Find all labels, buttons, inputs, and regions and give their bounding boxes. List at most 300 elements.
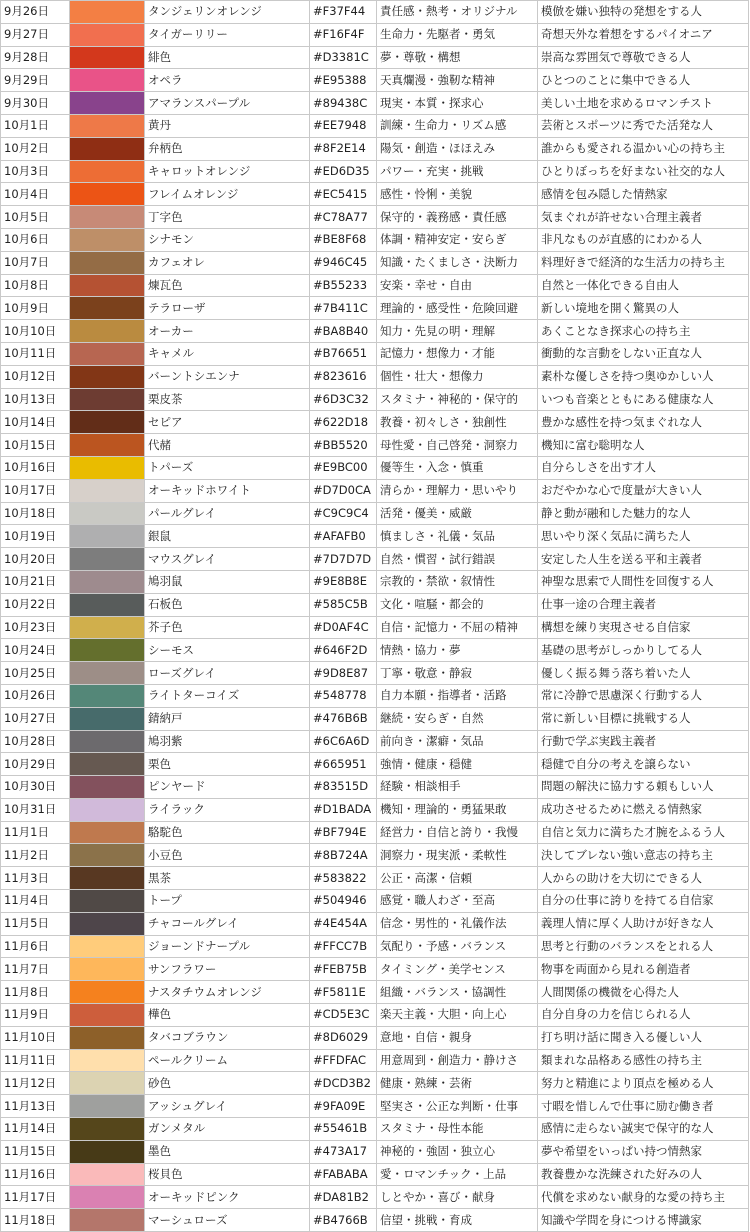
keywords-cell: 前向き・潔癖・気品	[377, 730, 538, 753]
description-cell: 代償を求めない献身的な愛の持ち主	[538, 1186, 749, 1209]
description-cell: 優しく振る舞う落ち着いた人	[538, 662, 749, 685]
color-name-cell: マーシュローズ	[145, 1209, 310, 1232]
date-cell: 10月3日	[1, 160, 70, 183]
date-cell: 10月25日	[1, 662, 70, 685]
color-name-cell: 銀鼠	[145, 525, 310, 548]
color-name-cell: 墨色	[145, 1140, 310, 1163]
table-row	[1, 935, 749, 958]
color-name-cell: タバコブラウン	[145, 1026, 310, 1049]
color-swatch	[70, 1049, 145, 1072]
date-cell: 11月18日	[1, 1209, 70, 1232]
hex-code-cell: #D7D0CA	[310, 479, 377, 502]
hex-code-cell: #FABABA	[310, 1163, 377, 1186]
date-cell: 11月9日	[1, 1004, 70, 1027]
table-row	[1, 69, 749, 92]
color-swatch	[70, 456, 145, 479]
hex-code-cell: #D3381C	[310, 46, 377, 69]
color-name-cell: サンフラワー	[145, 958, 310, 981]
date-cell: 10月29日	[1, 753, 70, 776]
description-cell: 基礎の思考がしっかりしてる人	[538, 639, 749, 662]
keywords-cell: 優等生・入念・慎重	[377, 456, 538, 479]
table-body	[1, 1, 749, 1232]
description-cell: 成功させるために燃える情熱家	[538, 798, 749, 821]
table-row	[1, 821, 749, 844]
hex-code-cell: #CD5E3C	[310, 1004, 377, 1027]
description-cell: 機知に富む聡明な人	[538, 434, 749, 457]
color-swatch	[70, 160, 145, 183]
color-swatch	[70, 798, 145, 821]
keywords-cell: 組織・バランス・協調性	[377, 981, 538, 1004]
table-row	[1, 23, 749, 46]
color-name-cell: ナスタチウムオレンジ	[145, 981, 310, 1004]
hex-code-cell: #C9C9C4	[310, 502, 377, 525]
hex-code-cell: #BA8B40	[310, 320, 377, 343]
keywords-cell: 記憶力・想像力・才能	[377, 342, 538, 365]
color-name-cell: 石板色	[145, 593, 310, 616]
date-cell: 11月14日	[1, 1118, 70, 1141]
keywords-cell: 清らか・理解力・思いやり	[377, 479, 538, 502]
color-swatch	[70, 1072, 145, 1095]
keywords-cell: 丁寧・敬意・静寂	[377, 662, 538, 685]
date-cell: 10月30日	[1, 776, 70, 799]
table-row	[1, 639, 749, 662]
date-cell: 11月1日	[1, 821, 70, 844]
color-name-cell: シナモン	[145, 228, 310, 251]
keywords-cell: 知力・先見の明・理解	[377, 320, 538, 343]
table-row	[1, 114, 749, 137]
color-swatch	[70, 274, 145, 297]
table-row	[1, 776, 749, 799]
color-name-cell: 砂色	[145, 1072, 310, 1095]
color-name-cell: バーントシエンナ	[145, 365, 310, 388]
color-swatch	[70, 548, 145, 571]
color-swatch	[70, 1186, 145, 1209]
hex-code-cell: #504946	[310, 890, 377, 913]
table-row	[1, 342, 749, 365]
date-cell: 11月5日	[1, 912, 70, 935]
color-swatch	[70, 981, 145, 1004]
date-cell: 9月27日	[1, 23, 70, 46]
hex-code-cell: #7D7D7D	[310, 548, 377, 571]
keywords-cell: 知識・たくましさ・決断力	[377, 251, 538, 274]
color-swatch	[70, 23, 145, 46]
date-cell: 11月6日	[1, 935, 70, 958]
keywords-cell: 継続・安らぎ・自然	[377, 707, 538, 730]
date-cell: 11月16日	[1, 1163, 70, 1186]
hex-code-cell: #476B6B	[310, 707, 377, 730]
description-cell: 料理好きで経済的な生活力の持ち主	[538, 251, 749, 274]
keywords-cell: 機知・理論的・勇猛果敢	[377, 798, 538, 821]
description-cell: 非凡なものが直感的にわかる人	[538, 228, 749, 251]
color-name-cell: 鳩羽鼠	[145, 570, 310, 593]
date-cell: 10月6日	[1, 228, 70, 251]
color-name-cell: ペールクリーム	[145, 1049, 310, 1072]
date-cell: 11月7日	[1, 958, 70, 981]
table-row	[1, 137, 749, 160]
color-swatch	[70, 935, 145, 958]
description-cell: 類まれな品格ある感性の持ち主	[538, 1049, 749, 1072]
description-cell: いつも音楽とともにある健康な人	[538, 388, 749, 411]
date-cell: 10月15日	[1, 434, 70, 457]
description-cell: 芸術とスポーツに秀でた活発な人	[538, 114, 749, 137]
color-swatch	[70, 114, 145, 137]
table-row	[1, 92, 749, 115]
date-cell: 11月8日	[1, 981, 70, 1004]
color-name-cell: 弁柄色	[145, 137, 310, 160]
hex-code-cell: #DA81B2	[310, 1186, 377, 1209]
description-cell: ひとつのことに集中できる人	[538, 69, 749, 92]
description-cell: 安定した人生を送る平和主義者	[538, 548, 749, 571]
table-row	[1, 981, 749, 1004]
description-cell: おだやかな心で度量が大きい人	[538, 479, 749, 502]
hex-code-cell: #473A17	[310, 1140, 377, 1163]
color-swatch	[70, 1004, 145, 1027]
table-row	[1, 160, 749, 183]
description-cell: 常に冷静で思慮深く行動する人	[538, 684, 749, 707]
description-cell: 知識や学問を身につける博識家	[538, 1209, 749, 1232]
color-name-cell: 小豆色	[145, 844, 310, 867]
hex-code-cell: #FFCC7B	[310, 935, 377, 958]
keywords-cell: 感覚・職人わざ・至高	[377, 890, 538, 913]
hex-code-cell: #EE7948	[310, 114, 377, 137]
keywords-cell: 文化・喧騒・都会的	[377, 593, 538, 616]
date-cell: 10月23日	[1, 616, 70, 639]
color-name-cell: 丁字色	[145, 206, 310, 229]
keywords-cell: 信望・挑戦・育成	[377, 1209, 538, 1232]
keywords-cell: 気配り・予感・バランス	[377, 935, 538, 958]
color-swatch	[70, 684, 145, 707]
hex-code-cell: #DCD3B2	[310, 1072, 377, 1095]
description-cell: 豊かな感性を持つ気まぐれな人	[538, 411, 749, 434]
color-name-cell: ジョーンドナープル	[145, 935, 310, 958]
keywords-cell: スタミナ・母性本能	[377, 1118, 538, 1141]
description-cell: 気まぐれが許せない合理主義者	[538, 206, 749, 229]
color-swatch	[70, 1026, 145, 1049]
table-row	[1, 1072, 749, 1095]
keywords-cell: 楽天主義・大胆・向上心	[377, 1004, 538, 1027]
table-row	[1, 228, 749, 251]
date-cell: 10月8日	[1, 274, 70, 297]
keywords-cell: 現実・本質・探求心	[377, 92, 538, 115]
color-swatch	[70, 1163, 145, 1186]
date-cell: 11月13日	[1, 1095, 70, 1118]
table-row	[1, 1, 749, 24]
keywords-cell: 情熱・協力・夢	[377, 639, 538, 662]
color-swatch	[70, 753, 145, 776]
date-cell: 11月17日	[1, 1186, 70, 1209]
color-swatch	[70, 662, 145, 685]
color-name-cell: 錆納戸	[145, 707, 310, 730]
keywords-cell: 自信・記憶力・不屈の精神	[377, 616, 538, 639]
table-row	[1, 684, 749, 707]
date-cell: 10月2日	[1, 137, 70, 160]
color-name-cell: ピンヤード	[145, 776, 310, 799]
color-swatch	[70, 912, 145, 935]
date-cell: 10月16日	[1, 456, 70, 479]
color-swatch	[70, 183, 145, 206]
color-name-cell: オーキッドホワイト	[145, 479, 310, 502]
color-swatch	[70, 776, 145, 799]
color-swatch	[70, 434, 145, 457]
color-name-cell: 鳩羽紫	[145, 730, 310, 753]
description-cell: 思いやり深く気品に満ちた人	[538, 525, 749, 548]
color-swatch	[70, 137, 145, 160]
table-row	[1, 1049, 749, 1072]
table-row	[1, 890, 749, 913]
hex-code-cell: #585C5B	[310, 593, 377, 616]
hex-code-cell: #4E454A	[310, 912, 377, 935]
hex-code-cell: #622D18	[310, 411, 377, 434]
color-name-cell: 黒茶	[145, 867, 310, 890]
table-row	[1, 274, 749, 297]
date-cell: 11月12日	[1, 1072, 70, 1095]
keywords-cell: 感性・怜悧・美貌	[377, 183, 538, 206]
hex-code-cell: #F5811E	[310, 981, 377, 1004]
table-row	[1, 1163, 749, 1186]
keywords-cell: 神秘的・強固・独立心	[377, 1140, 538, 1163]
color-swatch	[70, 525, 145, 548]
color-swatch	[70, 411, 145, 434]
description-cell: 静と動が融和した魅力的な人	[538, 502, 749, 525]
description-cell: 奇想天外な着想をするパイオニア	[538, 23, 749, 46]
color-swatch	[70, 821, 145, 844]
hex-code-cell: #8D6029	[310, 1026, 377, 1049]
date-cell: 11月2日	[1, 844, 70, 867]
date-cell: 10月31日	[1, 798, 70, 821]
color-swatch	[70, 92, 145, 115]
keywords-cell: 経験・相談相手	[377, 776, 538, 799]
color-swatch	[70, 844, 145, 867]
color-name-cell: ライトターコイズ	[145, 684, 310, 707]
keywords-cell: 公正・高潔・信頼	[377, 867, 538, 890]
date-cell: 9月29日	[1, 69, 70, 92]
table-row	[1, 798, 749, 821]
description-cell: 神聖な思索で人間性を回復する人	[538, 570, 749, 593]
hex-code-cell: #9FA09E	[310, 1095, 377, 1118]
table-row	[1, 1026, 749, 1049]
color-swatch	[70, 616, 145, 639]
keywords-cell: 意地・自信・親身	[377, 1026, 538, 1049]
table-row	[1, 1118, 749, 1141]
keywords-cell: 用意周到・創造力・静けさ	[377, 1049, 538, 1072]
keywords-cell: 安楽・幸せ・自由	[377, 274, 538, 297]
color-swatch	[70, 69, 145, 92]
description-cell: 感情を包み隠した情熱家	[538, 183, 749, 206]
table-row	[1, 502, 749, 525]
table-row	[1, 730, 749, 753]
keywords-cell: 堅実さ・公正な判断・仕事	[377, 1095, 538, 1118]
color-name-cell: 駱駝色	[145, 821, 310, 844]
date-cell: 10月4日	[1, 183, 70, 206]
description-cell: 自然と一体化できる自由人	[538, 274, 749, 297]
keywords-cell: 経営力・自信と誇り・我慢	[377, 821, 538, 844]
color-name-cell: キャロットオレンジ	[145, 160, 310, 183]
hex-code-cell: #583822	[310, 867, 377, 890]
date-cell: 11月4日	[1, 890, 70, 913]
color-swatch	[70, 639, 145, 662]
hex-code-cell: #FEB75B	[310, 958, 377, 981]
hex-code-cell: #8B724A	[310, 844, 377, 867]
table-row	[1, 707, 749, 730]
description-cell: 行動で学ぶ実践主義者	[538, 730, 749, 753]
table-row	[1, 570, 749, 593]
color-name-cell: トープ	[145, 890, 310, 913]
hex-code-cell: #AFAFB0	[310, 525, 377, 548]
date-cell: 10月27日	[1, 707, 70, 730]
keywords-cell: 個性・壮大・想像力	[377, 365, 538, 388]
table-row	[1, 479, 749, 502]
color-name-cell: ローズグレイ	[145, 662, 310, 685]
color-swatch	[70, 388, 145, 411]
color-name-cell: マウスグレイ	[145, 548, 310, 571]
hex-code-cell: #EC5415	[310, 183, 377, 206]
color-swatch	[70, 730, 145, 753]
table-row	[1, 1209, 749, 1232]
description-cell: 打ち明け話に聞き入る優しい人	[538, 1026, 749, 1049]
keywords-cell: 活発・優美・威厳	[377, 502, 538, 525]
description-cell: 思考と行動のバランスをとれる人	[538, 935, 749, 958]
description-cell: 自分らしさを出す才人	[538, 456, 749, 479]
date-cell: 10月1日	[1, 114, 70, 137]
table-row	[1, 525, 749, 548]
date-cell: 11月15日	[1, 1140, 70, 1163]
color-name-cell: 栗皮茶	[145, 388, 310, 411]
date-cell: 10月24日	[1, 639, 70, 662]
table-row	[1, 388, 749, 411]
color-name-cell: セピア	[145, 411, 310, 434]
color-name-cell: 煉瓦色	[145, 274, 310, 297]
color-name-cell: カフェオレ	[145, 251, 310, 274]
hex-code-cell: #646F2D	[310, 639, 377, 662]
description-cell: 努力と精進により頂点を極める人	[538, 1072, 749, 1095]
date-cell: 10月17日	[1, 479, 70, 502]
description-cell: 人間関係の機微を心得た人	[538, 981, 749, 1004]
hex-code-cell: #6C6A6D	[310, 730, 377, 753]
color-swatch	[70, 365, 145, 388]
hex-code-cell: #BB5520	[310, 434, 377, 457]
date-cell: 10月21日	[1, 570, 70, 593]
description-cell: 美しい土地を求めるロマンチスト	[538, 92, 749, 115]
color-swatch	[70, 570, 145, 593]
hex-code-cell: #E95388	[310, 69, 377, 92]
description-cell: 誰からも愛される温かい心の持ち主	[538, 137, 749, 160]
keywords-cell: 夢・尊敬・構想	[377, 46, 538, 69]
hex-code-cell: #55461B	[310, 1118, 377, 1141]
color-swatch	[70, 890, 145, 913]
hex-code-cell: #665951	[310, 753, 377, 776]
table-row	[1, 365, 749, 388]
description-cell: 常に新しい目標に挑戦する人	[538, 707, 749, 730]
color-swatch	[70, 1118, 145, 1141]
table-row	[1, 867, 749, 890]
description-cell: 穏健で自分の考えを譲らない	[538, 753, 749, 776]
color-name-cell: トパーズ	[145, 456, 310, 479]
description-cell: 新しい境地を開く驚異の人	[538, 297, 749, 320]
hex-code-cell: #946C45	[310, 251, 377, 274]
hex-code-cell: #F16F4F	[310, 23, 377, 46]
hex-code-cell: #ED6D35	[310, 160, 377, 183]
color-name-cell: アマランスパープル	[145, 92, 310, 115]
color-name-cell: テラローザ	[145, 297, 310, 320]
color-swatch	[70, 320, 145, 343]
date-cell: 9月30日	[1, 92, 70, 115]
description-cell: 義理人情に厚く人助けが好きな人	[538, 912, 749, 935]
table-row	[1, 1004, 749, 1027]
date-cell: 11月10日	[1, 1026, 70, 1049]
hex-code-cell: #FFDFAC	[310, 1049, 377, 1072]
keywords-cell: 生命力・先駆者・勇気	[377, 23, 538, 46]
description-cell: 夢や希望をいっぱい持つ情熱家	[538, 1140, 749, 1163]
hex-code-cell: #6D3C32	[310, 388, 377, 411]
keywords-cell: 宗教的・禁欲・叙情性	[377, 570, 538, 593]
hex-code-cell: #C78A77	[310, 206, 377, 229]
keywords-cell: 信念・男性的・礼儀作法	[377, 912, 538, 935]
date-cell: 11月3日	[1, 867, 70, 890]
color-swatch	[70, 228, 145, 251]
date-cell: 10月18日	[1, 502, 70, 525]
keywords-cell: パワー・充実・挑戦	[377, 160, 538, 183]
date-cell: 10月11日	[1, 342, 70, 365]
color-name-cell: 桜貝色	[145, 1163, 310, 1186]
table-row	[1, 1140, 749, 1163]
description-cell: 人からの助けを大切にできる人	[538, 867, 749, 890]
table-row	[1, 753, 749, 776]
description-cell: 寸暇を惜しんで仕事に励む働き者	[538, 1095, 749, 1118]
table-row	[1, 844, 749, 867]
description-cell: 模倣を嫌い独特の発想をする人	[538, 1, 749, 24]
color-name-cell: 代赭	[145, 434, 310, 457]
description-cell: 衝動的な言動をしない正直な人	[538, 342, 749, 365]
date-cell: 10月19日	[1, 525, 70, 548]
date-cell: 10月9日	[1, 297, 70, 320]
hex-code-cell: #F37F44	[310, 1, 377, 24]
keywords-cell: 体調・精神安定・安らぎ	[377, 228, 538, 251]
table-row	[1, 297, 749, 320]
description-cell: 仕事一途の合理主義者	[538, 593, 749, 616]
color-name-cell: シーモス	[145, 639, 310, 662]
description-cell: 構想を練り実現させる自信家	[538, 616, 749, 639]
keywords-cell: タイミング・美学センス	[377, 958, 538, 981]
description-cell: ひとりぼっちを好まない社交的な人	[538, 160, 749, 183]
description-cell: 素朴な優しさを持つ奥ゆかしい人	[538, 365, 749, 388]
table-row	[1, 411, 749, 434]
keywords-cell: 愛・ロマンチック・上品	[377, 1163, 538, 1186]
table-row	[1, 456, 749, 479]
color-name-cell: オペラ	[145, 69, 310, 92]
table-row	[1, 548, 749, 571]
color-name-cell: 栗色	[145, 753, 310, 776]
date-cell: 9月28日	[1, 46, 70, 69]
date-cell: 10月22日	[1, 593, 70, 616]
hex-code-cell: #9E8B8E	[310, 570, 377, 593]
hex-code-cell: #823616	[310, 365, 377, 388]
keywords-cell: しとやか・喜び・献身	[377, 1186, 538, 1209]
date-cell: 10月12日	[1, 365, 70, 388]
table-row	[1, 616, 749, 639]
keywords-cell: 理論的・感受性・危険回避	[377, 297, 538, 320]
color-swatch	[70, 1, 145, 24]
hex-code-cell: #8F2E14	[310, 137, 377, 160]
hex-code-cell: #B76651	[310, 342, 377, 365]
color-name-cell: 樺色	[145, 1004, 310, 1027]
description-cell: 自分自身の力を信じられる人	[538, 1004, 749, 1027]
description-cell: 自分の仕事に誇りを持てる自信家	[538, 890, 749, 913]
date-cell: 10月14日	[1, 411, 70, 434]
color-name-cell: 黄丹	[145, 114, 310, 137]
keywords-cell: 自然・慣習・試行錯誤	[377, 548, 538, 571]
color-name-cell: タンジェリンオレンジ	[145, 1, 310, 24]
hex-code-cell: #BF794E	[310, 821, 377, 844]
